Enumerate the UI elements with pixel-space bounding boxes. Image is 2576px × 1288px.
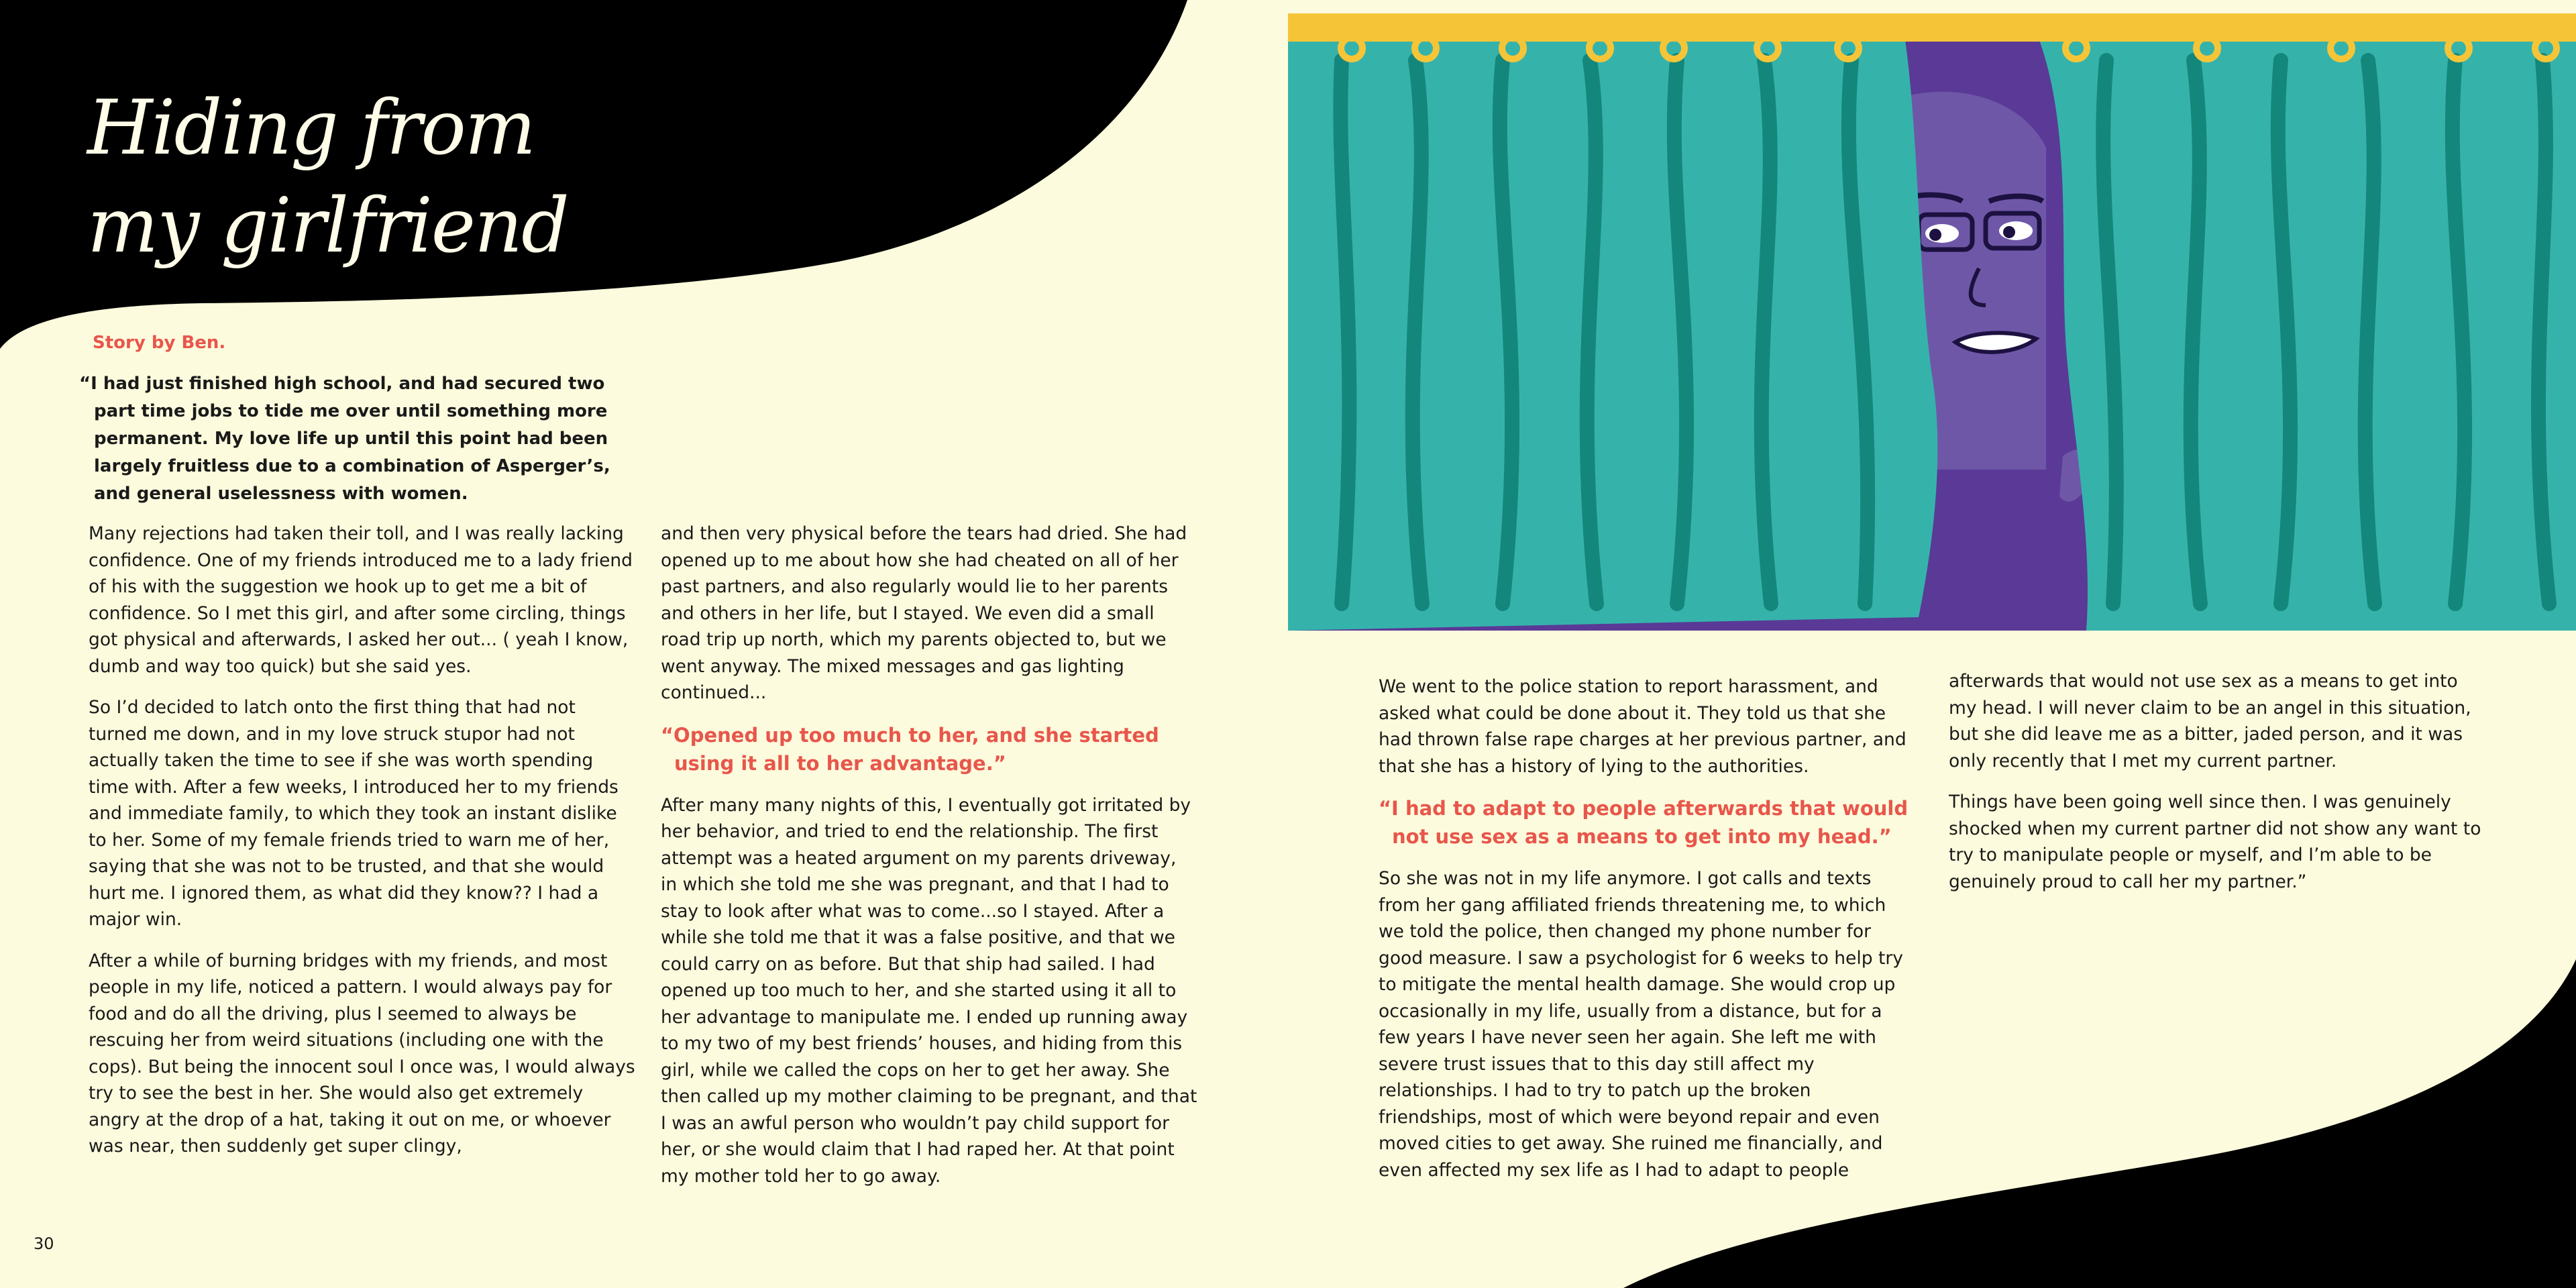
column-3-paragraph-1: We went to the police station to report harassment, and asked what could be done about it. They told us that she had thrown false rape charges at her previous partner, and that she has a history of lying to the authorities.: [1379, 676, 1907, 777]
text-column-4: [1949, 668, 2485, 910]
pull-quote-2: “I had to adapt to people afterwards that would not use sex as a means to get into my head.”: [1379, 797, 1909, 848]
text-column-3: [1379, 674, 1915, 1198]
column-3-paragraph-2: So she was not in my life anymore. I got calls and texts from her gang affiliated friends threatening me, to which we told the police, then changed my phone number for good measure. I saw a psychologist for 6 weeks to help try to mitigate the mental health damage. She would crop up occasionally in my life, usually from a distance, but for a few years I have never seen her again. She left me with severe trust issues that to this day still affect my relationships. I had to try to patch up the broken friendships, most of which were beyond repair and even moved cities to get away. She ruined me financially, and even affected my sex life as I had to adapt to people: [1379, 868, 1903, 1181]
curtain-illustration: [1288, 13, 2576, 631]
story-title: [87, 79, 568, 275]
text-column-1: [89, 521, 639, 1175]
left-curtain: [1288, 30, 1937, 631]
title-line-1: Hiding from: [87, 85, 535, 172]
page-number: 30: [34, 1234, 54, 1253]
curtain-rail: [1288, 13, 2576, 42]
pull-quote-1: “Opened up too much to her, and she started using it all to her advantage.”: [661, 723, 1159, 775]
byline: Story by Ben.: [93, 333, 226, 353]
column-2-paragraph-1: and then very physical before the tears had dried. She had opened up to me about how she had cheated on all of her past partners, and also regularly would lie to her parents and others in her life, but I stayed. We even did a small road trip up north, which my parents objected to, but we went anyway. The mixed messages and gas lighting continued...: [661, 523, 1187, 703]
column-1-paragraph-2: So I’d decided to latch onto the first thing that had not turned me down, and in my love struck stupor had not actually taken the time to see if she was worth spending time with. After a few weeks, I introduced her to my friends and immediate family, to which they took an instant dislike to her. Some of my female friends tried to warn me of her, saying that she was not to be trusted, and that she would hurt me. I ignored them, as what did they know?? I had a major win.: [89, 697, 619, 930]
text-column-2: [661, 521, 1197, 1204]
intro-paragraph: “I had just finished high school, and had secured two part time jobs to tide me over until something more permanent. My love life up until this point had been largely fruitless due to a combination of Asperger’s, and general uselessness with women.: [79, 374, 610, 504]
column-1-paragraph-3: After a while of burning bridges with my friends, and most people in my life, noticed a pattern. I would always pay for food and do all the driving, plus I seemed to always be rescuing her from weird situations (including one with the cops). But being the innocent soul I once was, I would always try to see the best in her. She would also get extremely angry at the drop of a hat, taking it out on me, or whoever was near, then suddenly get super clingy,: [89, 950, 635, 1157]
column-1-paragraph-1: Many rejections had taken their toll, and I was really lacking confidence. One of my friends introduced me to a lady friend of his with the suggestion we hook up to get me a bit of confidence. So I met this girl, and after some circling, things got physical and afterwards, I asked her out... ( yeah I know, dumb and way too quick) but she said yes.: [89, 523, 633, 677]
column-4-paragraph-2: Things have been going well since then. I was genuinely shocked when my current partner did not show any want to try to manipulate people or myself, and I’m able to be genuinely proud to call her my partner.”: [1949, 792, 2481, 892]
column-4-paragraph-1: afterwards that would not use sex as a means to get into my head. I will never claim to be an angel in this situation, but she did leave me as a bitter, jaded person, and it was only recently that I met my current partner.: [1949, 671, 2471, 771]
title-line-2: my girlfriend: [87, 182, 568, 270]
column-2-paragraph-2: After many many nights of this, I eventually got irritated by her behavior, and tried to end the relationship. The first attempt was a heated argument on my parents driveway, in which she told me she was pregnant, and that I had to stay to look after what was to come...so I stayed. After a while she told me that it was a false positive, and that we could carry on as before. But that ship had sailed. I had opened up too much to her, and she started using it all to her advantage to manipulate me. I ended up running away to my two of my best friends’ houses, and hiding from this girl, while we called the cops on her to get her away. She then called up my mother claiming to be pregnant, and that I was an awful person who wouldn’t pay child support for her, or she would claim that I had raped her. At that point my mother told her to go away.: [661, 794, 1197, 1187]
